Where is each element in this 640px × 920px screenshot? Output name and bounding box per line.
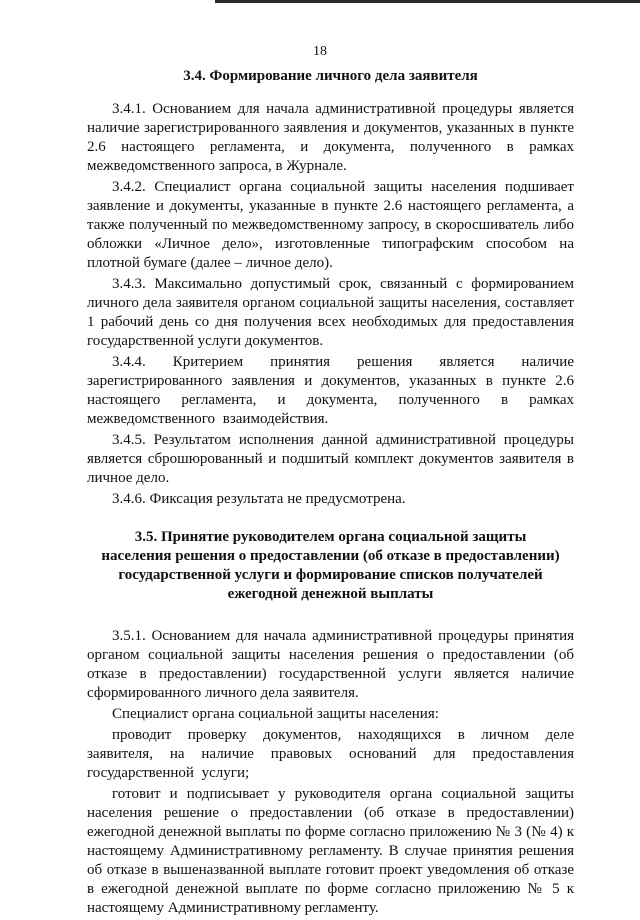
paragraph-specialist-intro: Специалист органа социальной защиты населения: [112, 706, 439, 722]
section-3-5-title [87, 528, 574, 604]
paragraph-3-5-1: 3.5.1. Основанием для начала административной процедуры принятия органом социальной защиты населения решения о предоставлении (об отказе в предоставлении) государственной услуги является наличие сформированного личного дела заявителя. [87, 628, 574, 701]
paragraph-3-4-6: 3.4.6. Фиксация результата не предусмотрена. [112, 491, 406, 507]
section-3-5-title-line-2: населения решения о предоставлении (об отказе в предоставлении) [101, 548, 560, 564]
paragraph-3-4-2: 3.4.2. Специалист органа социальной защиты населения подшивает заявление и документы, указанные в пункте 2.6 настоящего регламента, а также полученный по межведомственному запросу, в скоросшиватель либо обложки «Личное дело», изготовленные типографским способом на плотной бумаге (далее – личное дело). [87, 179, 574, 271]
section-3-5-title-line-3: государственной услуги и формирование списков получателей [118, 567, 543, 583]
section-3-4-title: 3.4. Формирование личного дела заявителя [183, 68, 478, 84]
top-border-line [215, 0, 640, 3]
paragraph-3-4-5: 3.4.5. Результатом исполнения данной административной процедуры является сброшюрованный и подшитый комплект документов заявителя в личное дело. [87, 432, 574, 486]
document-body [87, 63, 574, 920]
paragraph-3-4-4: 3.4.4. Критерием принятия решения является наличие зарегистрированного заявления и документов, указанных в пункте 2.6 настоящего регламента, и документа, полученного в рамках межведомственного взаимодействия. [87, 354, 574, 427]
page-number: 18 [313, 44, 327, 59]
section-3-5-title-line-4: ежегодной денежной выплаты [227, 586, 434, 602]
paragraph-check-documents: проводит проверку документов, находящихся в личном деле заявителя, на наличие правовых оснований для предоставления государственной услуги; [87, 727, 574, 781]
section-3-5-title-line-1: 3.5. Принятие руководителем органа социальной защиты [134, 529, 527, 545]
paragraph-3-4-1: 3.4.1. Основанием для начала административной процедуры является наличие зарегистрированного заявления и документов, указанных в пункте 2.6 настоящего регламента, и документа, полученного в рамках межведомственного запроса, в Журнале. [87, 101, 574, 174]
paragraph-prepare-decision: готовит и подписывает у руководителя органа социальной защиты населения решение о предоставлении (об отказе в предоставлении) ежегодной денежной выплаты по форме согласно приложению № 3 (№ 4) к настоящему Административному регламенту. В случае принятия решения об отказе в вышеназванной выплате готовит проект уведомления об отказе в ежегодной денежной выплате по форме согласно приложению № 5 к настоящему Административному регламенту. [87, 786, 574, 916]
paragraph-3-4-3: 3.4.3. Максимально допустимый срок, связанный с формированием личного дела заявителя органом социальной защиты населения, составляет 1 рабочий день со дня получения всех необходимых для предоставления государственной услуги документов. [87, 276, 574, 349]
